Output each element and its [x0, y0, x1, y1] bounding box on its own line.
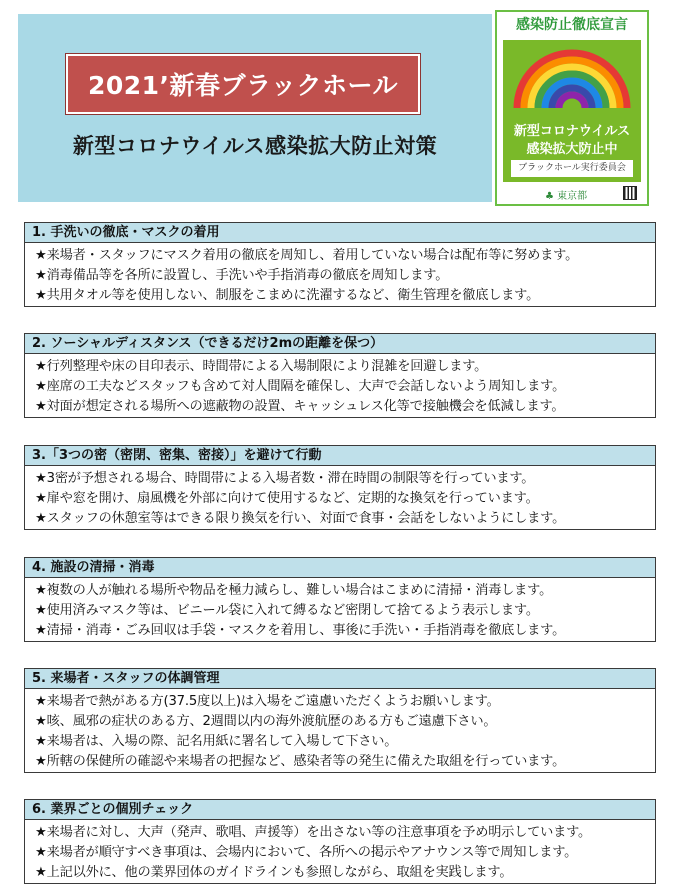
section-body: [25, 820, 655, 883]
tokyo-label: [545, 187, 587, 202]
measure-item: ★来場者は、入場の際、記名用紙に署名して入場して下さい。: [35, 734, 398, 749]
measure-item: ★咳、風邪の症状のある方、2週間以内の海外渡航歴のある方もご遠慮下さい。: [35, 714, 497, 729]
measure-item: ★複数の人が触れる場所や物品を極力減らし、難しい場合はこまめに清掃・消毒します。: [35, 583, 553, 598]
section-body: [25, 466, 655, 529]
infection-prevention-badge: [495, 10, 649, 206]
badge-line-2: 感染拡大防止中: [526, 142, 618, 157]
measure-item: ★来場者・スタッフにマスク着用の徹底を周知し、着用していない場合は配布等に努めます。: [35, 248, 579, 263]
event-title: 2021’新春ブラックホール: [66, 54, 420, 114]
header-panel: [18, 14, 492, 202]
measure-section: [24, 668, 656, 773]
measure-section: [24, 799, 656, 884]
measure-item: ★消毒備品等を各所に設置し、手洗いや手指消毒の徹底を周知します。: [35, 268, 449, 283]
badge-heading: 感染防止徹底宣言: [516, 17, 628, 33]
measure-item: ★共用タオル等を使用しない、制服をこまめに洗濯するなど、衛生管理を徹底します。: [35, 288, 540, 303]
section-body: [25, 243, 655, 306]
measure-section: [24, 445, 656, 530]
badge-organizer: ブラックホール実行委員会: [511, 160, 633, 177]
section-body: [25, 689, 655, 772]
section-title: 4. 施設の清掃・消毒: [25, 558, 655, 578]
section-title: 3.「3つの密（密閉、密集、密接）」を避けて行動: [25, 446, 655, 466]
measure-item: ★スタッフの休憩室等はできる限り換気を行い、対面で食事・会話をしないようにします。: [35, 511, 566, 526]
measure-section: [24, 222, 656, 307]
measure-section: [24, 333, 656, 418]
page-subtitle: 新型コロナウイルス感染拡大防止対策: [72, 134, 438, 158]
measure-item: ★来場者で熱がある方(37.5度以上)は入場をご遠慮いただくようお願いします。: [35, 694, 500, 709]
badge-footer: [497, 184, 647, 204]
measure-item: ★来場者が順守すべき事項は、会場内において、各所への掲示やアナウンス等で周知します。: [35, 845, 578, 860]
measure-item: ★清掃・消毒・ごみ回収は手袋・マスクを着用し、事後に手洗い・手指消毒を徹底します。: [35, 623, 566, 638]
measure-item: ★扉や窓を開け、扇風機を外部に向けて使用するなど、定期的な換気を行っています。: [35, 491, 539, 506]
measure-item: ★来場者に対し、大声（発声、歌唱、声援等）を出さない等の注意事項を予め明示しています。: [35, 825, 592, 840]
measure-item: ★対面が想定される場所への遮蔽物の設置、キャッシュレス化等で接触機会を低減します。: [35, 399, 565, 414]
measure-item: ★3密が予想される場合、時間帯による入場者数・滞在時間の制限等を行っています。: [35, 471, 535, 486]
section-body: [25, 578, 655, 641]
measure-item: ★行列整理や床の目印表示、時間帯による入場制限により混雑を回避します。: [35, 359, 488, 374]
badge-footer-text: 東京都: [557, 191, 588, 202]
badge-green-panel: [503, 40, 641, 182]
rainbow-icon: [513, 46, 631, 110]
qr-code-icon: [623, 186, 637, 200]
measure-item: ★上記以外に、他の業界団体のガイドラインも参照しながら、取組を実践します。: [35, 865, 513, 880]
tokyo-leaf-icon: ♣: [545, 191, 554, 202]
section-title: 5. 来場者・スタッフの体調管理: [25, 669, 655, 689]
measure-item: ★座席の工夫などスタッフも含めて対人間隔を確保し、大声で会話しないよう周知します。: [35, 379, 566, 394]
section-body: [25, 354, 655, 417]
measure-item: ★所轄の保健所の確認や来場者の把握など、感染者等の発生に備えた取組を行っています。: [35, 754, 566, 769]
section-title: 1. 手洗いの徹底・マスクの着用: [25, 223, 655, 243]
section-title: 2. ソーシャルディスタンス（できるだけ2mの距離を保つ）: [25, 334, 655, 354]
measure-section: [24, 557, 656, 642]
measure-item: ★使用済みマスク等は、ビニール袋に入れて縛るなど密閉して捨てるよう表示します。: [35, 603, 539, 618]
section-title: 6. 業界ごとの個別チェック: [25, 800, 655, 820]
badge-line-1: 新型コロナウイルス: [513, 124, 631, 139]
